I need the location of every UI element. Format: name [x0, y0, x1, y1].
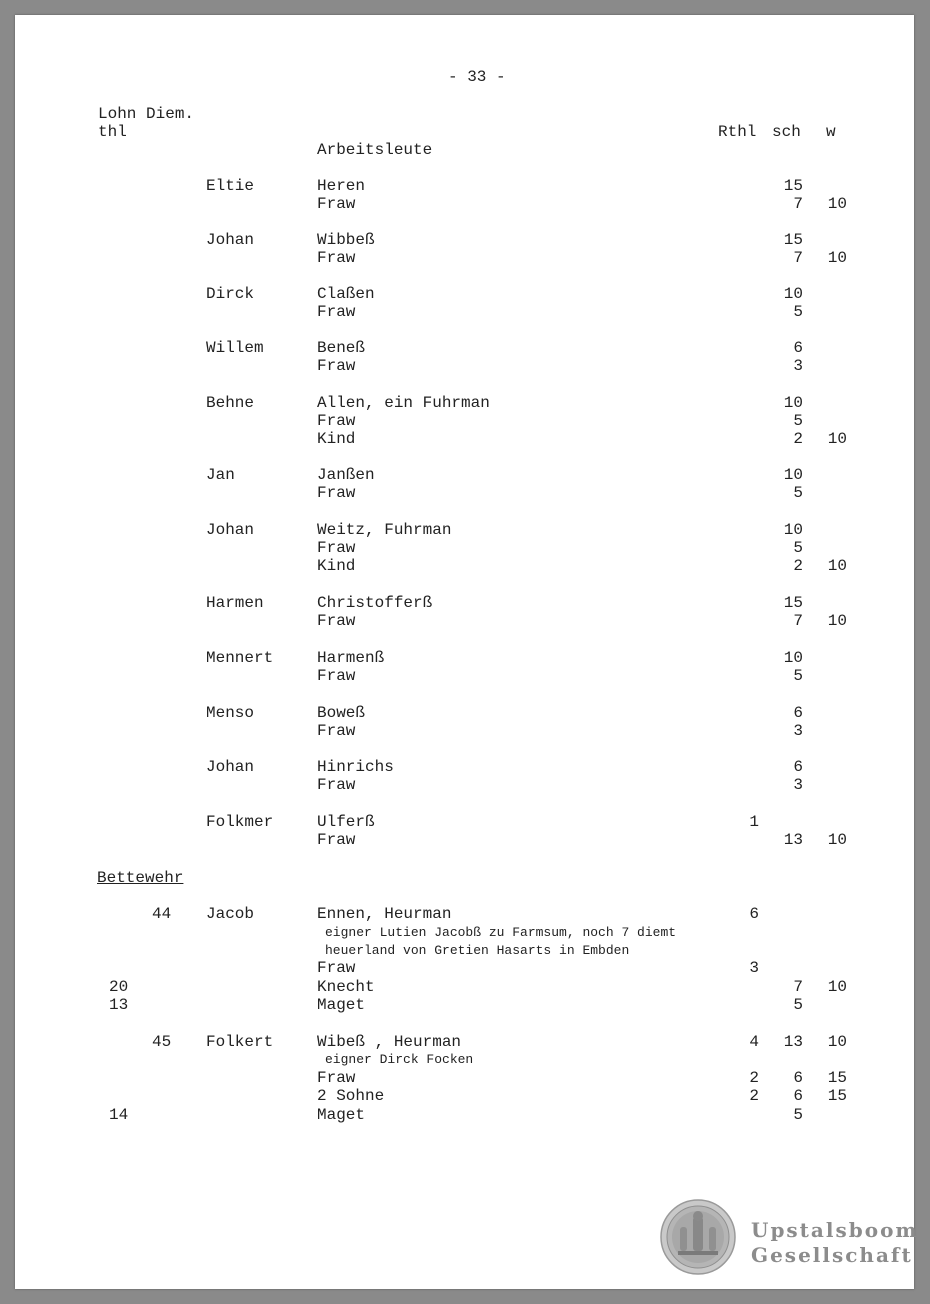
first-name: Jacob [206, 905, 255, 923]
sch-value: 7 [793, 249, 803, 267]
lohn-value: 14 [109, 1106, 129, 1124]
header-lohn: Lohn Diem. [98, 105, 195, 123]
last-name: Ulferß [317, 813, 375, 831]
seal-icon [660, 1199, 736, 1275]
first-name: Willem [206, 339, 264, 357]
sch-value: 10 [783, 521, 803, 539]
last-name: Harmenß [317, 649, 385, 667]
sch-value: 15 [783, 177, 803, 195]
diem-value: 45 [152, 1033, 172, 1051]
last-name: Fraw [317, 357, 356, 375]
brand-line-2: Gesellschaft [751, 1243, 913, 1267]
last-name: 2 Sohne [317, 1087, 385, 1105]
last-name: Wibeß , Heurman [317, 1033, 462, 1051]
sch-value: 10 [783, 285, 803, 303]
sch-value: 2 [793, 557, 803, 575]
sch-value: 5 [793, 539, 803, 557]
rthl-value: 2 [749, 1087, 759, 1105]
rthl-value: 6 [749, 905, 759, 923]
last-name: Fraw [317, 412, 356, 430]
owner-note: eigner Dirck Focken [325, 1052, 474, 1067]
sch-value: 5 [793, 667, 803, 685]
first-name: Johan [206, 521, 255, 539]
sch-value: 5 [793, 1106, 803, 1124]
sch-value: 2 [793, 430, 803, 448]
last-name: Beneß [317, 339, 366, 357]
last-name: Maget [317, 996, 366, 1014]
sch-value: 7 [793, 978, 803, 996]
w-value: 10 [827, 831, 847, 849]
page-number: - 33 - [448, 68, 506, 86]
section-bettewehr: Bettewehr [97, 869, 184, 887]
sch-value: 15 [783, 231, 803, 249]
header-w: w [826, 123, 836, 141]
sch-value: 3 [793, 722, 803, 740]
header-sch: sch [772, 123, 801, 141]
header-rthl: Rthl [718, 123, 757, 141]
lohn-value: 20 [109, 978, 129, 996]
last-name: Boweß [317, 704, 366, 722]
last-name: Fraw [317, 1069, 356, 1087]
sch-value: 5 [793, 412, 803, 430]
last-name: Maget [317, 1106, 366, 1124]
first-name: Dirck [206, 285, 255, 303]
sch-value: 10 [783, 466, 803, 484]
first-name: Folkert [206, 1033, 274, 1051]
last-name: Allen, ein Fuhrman [317, 394, 490, 412]
sch-value: 6 [793, 704, 803, 722]
sch-value: 6 [793, 758, 803, 776]
last-name: Fraw [317, 831, 356, 849]
first-name: Mennert [206, 649, 274, 667]
first-name: Behne [206, 394, 255, 412]
w-value: 10 [827, 978, 847, 996]
first-name: Harmen [206, 594, 264, 612]
lohn-value: 13 [109, 996, 129, 1014]
w-value: 10 [827, 249, 847, 267]
w-value: 10 [827, 195, 847, 213]
last-name: Fraw [317, 195, 356, 213]
section-title: Arbeitsleute [317, 141, 433, 159]
last-name: Fraw [317, 484, 356, 502]
rthl-value: 2 [749, 1069, 759, 1087]
brand-line-1: Upstalsboom [751, 1218, 919, 1242]
sch-value: 7 [793, 612, 803, 630]
first-name: Eltie [206, 177, 255, 195]
sch-value: 5 [793, 996, 803, 1014]
last-name: Fraw [317, 539, 356, 557]
w-value: 15 [827, 1069, 847, 1087]
diem-value: 44 [152, 905, 172, 923]
document-page [15, 15, 919, 1289]
rthl-value: 1 [749, 813, 759, 831]
sch-value: 13 [783, 1033, 803, 1051]
sch-value: 5 [793, 303, 803, 321]
header-thl: thl [98, 123, 127, 141]
first-name: Johan [206, 758, 255, 776]
last-name: Fraw [317, 303, 356, 321]
first-name: Menso [206, 704, 255, 722]
last-name: Fraw [317, 776, 356, 794]
sch-value: 6 [793, 339, 803, 357]
sch-value: 6 [793, 1087, 803, 1105]
owner-note: eigner Lutien Jacobß zu Farmsum, noch 7 diemt [325, 925, 677, 940]
last-name: Kind [317, 430, 356, 448]
last-name: Fraw [317, 959, 356, 977]
sch-value: 10 [783, 394, 803, 412]
sch-value: 15 [783, 594, 803, 612]
last-name: Heren [317, 177, 366, 195]
last-name: Weitz, Fuhrman [317, 521, 452, 539]
w-value: 10 [827, 1033, 847, 1051]
first-name: Johan [206, 231, 255, 249]
last-name: Kind [317, 557, 356, 575]
w-value: 15 [827, 1087, 847, 1105]
last-name: Wibbeß [317, 231, 375, 249]
first-name: Jan [206, 466, 235, 484]
owner-note: heuerland von Gretien Hasarts in Embden [325, 943, 630, 958]
sch-value: 7 [793, 195, 803, 213]
w-value: 10 [827, 430, 847, 448]
sch-value: 3 [793, 357, 803, 375]
last-name: Fraw [317, 612, 356, 630]
last-name: Fraw [317, 667, 356, 685]
last-name: Claßen [317, 285, 375, 303]
last-name: Hinrichs [317, 758, 394, 776]
last-name: Ennen, Heurman [317, 905, 452, 923]
sch-value: 5 [793, 484, 803, 502]
rthl-value: 4 [749, 1033, 759, 1051]
sch-value: 13 [783, 831, 803, 849]
w-value: 10 [827, 612, 847, 630]
first-name: Folkmer [206, 813, 274, 831]
rthl-value: 3 [749, 959, 759, 977]
last-name: Janßen [317, 466, 375, 484]
sch-value: 10 [783, 649, 803, 667]
sch-value: 3 [793, 776, 803, 794]
sch-value: 6 [793, 1069, 803, 1087]
last-name: Fraw [317, 249, 356, 267]
last-name: Fraw [317, 722, 356, 740]
last-name: Knecht [317, 978, 375, 996]
last-name: Christofferß [317, 594, 433, 612]
w-value: 10 [827, 557, 847, 575]
